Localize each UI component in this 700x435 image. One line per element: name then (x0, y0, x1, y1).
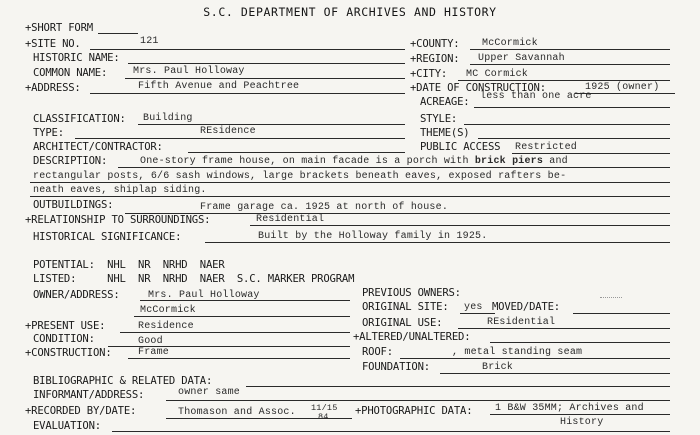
foundation-line (440, 373, 670, 374)
recorded-date-bottom: 84 (318, 412, 329, 422)
site-no-label: +SITE NO. (25, 38, 81, 50)
description-label: DESCRIPTION: (33, 155, 108, 167)
region-line (470, 64, 670, 65)
outbuildings-value: Frame garage ca. 1925 at north of house. (200, 202, 449, 213)
city-label: +CITY: (410, 68, 448, 80)
present-use-line (120, 332, 350, 333)
original-site-line (460, 313, 495, 314)
style-label: STYLE: (420, 113, 458, 125)
region-value: Upper Savannah (478, 53, 565, 64)
moved-date-line (573, 313, 670, 314)
altered-line (490, 342, 670, 343)
historic-name-line (128, 63, 405, 64)
relationship-line (250, 225, 670, 226)
public-access-label: PUBLIC ACCESS (420, 141, 501, 153)
informant-line (166, 400, 670, 401)
county-line (470, 49, 670, 50)
altered-label: +ALTERED/UNALTERED: (353, 331, 471, 343)
listed-row: LISTED: NHL NR NRHD NAER S.C. MARKER PROGRAM (33, 273, 355, 285)
construction-value: Frame (138, 347, 170, 358)
moved-date-label: MOVED/DATE: (492, 301, 560, 313)
site-no-line (90, 49, 405, 50)
evaluation-line (112, 431, 670, 432)
photographic-value-1: 1 B&W 35MM; Archives and (495, 403, 644, 414)
bibliographic-label: BIBLIOGRAPHIC & RELATED DATA: (33, 375, 213, 387)
original-site-label: ORIGINAL SITE: (362, 301, 449, 313)
common-name-line (125, 78, 405, 79)
construction-label: +CONSTRUCTION: (25, 347, 112, 359)
evaluation-label: EVALUATION: (33, 420, 101, 432)
recorded-by-line (166, 418, 352, 419)
owner-value-2: McCormick (140, 305, 196, 316)
city-line (458, 80, 670, 81)
themes-line (478, 138, 670, 139)
style-line (464, 124, 670, 125)
historical-significance-label: HISTORICAL SIGNIFICANCE: (33, 231, 182, 243)
description-rule-1 (118, 167, 670, 168)
owner-address-label: OWNER/ADDRESS: (33, 289, 120, 301)
historical-significance-line (205, 242, 670, 243)
foundation-label: FOUNDATION: (362, 361, 430, 373)
construction-line (128, 358, 350, 359)
public-access-line (512, 153, 670, 154)
roof-label: ROOF: (362, 346, 393, 358)
recorded-by-label: +RECORDED BY/DATE: (25, 405, 137, 417)
description-line-1: One-story frame house, on main facade is a porch with brick piers and (140, 156, 568, 167)
recorded-date-top: 11/15 (311, 403, 338, 413)
address-label: +ADDRESS: (25, 82, 81, 94)
type-label: TYPE: (33, 127, 64, 139)
owner-line-1 (140, 300, 350, 301)
roof-value: , metal standing seam (452, 347, 583, 358)
description-line-2: rectangular posts, 6/6 sash windows, large brackets beneath eaves, exposed rafters be- (33, 171, 567, 182)
informant-label: INFORMANT/ADDRESS: (33, 389, 145, 401)
page-title: S.C. DEPARTMENT OF ARCHIVES AND HISTORY (203, 5, 497, 19)
region-label: +REGION: (410, 53, 460, 65)
relationship-label: +RELATIONSHIP TO SURROUNDINGS: (25, 214, 211, 226)
date-construction-value: 1925 (owner) (585, 82, 660, 93)
scan-speck (600, 297, 622, 298)
city-value: MC Cormick (466, 69, 529, 80)
type-value: REsidence (200, 126, 256, 137)
recorded-by-value: Thomason and Assoc. (178, 407, 296, 418)
owner-line-2 (134, 316, 350, 317)
condition-label: CONDITION: (33, 333, 95, 345)
present-use-label: +PRESENT USE: (25, 320, 106, 332)
county-label: +COUNTY: (410, 38, 460, 50)
previous-owners-label: PREVIOUS OWNERS: (362, 287, 461, 299)
owner-value-1: Mrs. Paul Holloway (148, 290, 260, 301)
historical-significance-value: Built by the Holloway family in 1925. (258, 231, 488, 242)
site-no-value: 121 (140, 36, 159, 47)
county-value: McCormick (482, 38, 538, 49)
original-site-value: yes (464, 302, 483, 313)
public-access-value: Restricted (515, 142, 578, 153)
short-form-label: +SHORT FORM (25, 22, 93, 34)
roof-line (400, 358, 670, 359)
informant-value: owner same (178, 387, 241, 398)
description-line-3: neath eaves, shiplap siding. (33, 185, 207, 196)
type-line (75, 138, 405, 139)
potential-row: POTENTIAL: NHL NR NRHD NAER (33, 259, 225, 271)
relationship-value: Residential (256, 214, 325, 225)
bibliographic-line (246, 386, 670, 387)
architect-label: ARCHITECT/CONTRACTOR: (33, 141, 163, 153)
common-name-value: Mrs. Paul Holloway (133, 66, 245, 77)
date-construction-label: +DATE OF CONSTRUCTION: (410, 82, 546, 94)
acreage-line (474, 107, 670, 108)
condition-value: Good (138, 336, 163, 347)
foundation-value: Brick (482, 362, 514, 373)
acreage-value: less than one acre (480, 91, 592, 102)
architect-line (188, 152, 405, 153)
short-form-line (98, 33, 138, 34)
classification-line (138, 124, 405, 125)
original-use-label: ORIGINAL USE: (362, 317, 443, 329)
photographic-label: +PHOTOGRAPHIC DATA: (355, 405, 473, 417)
outbuildings-label: OUTBUILDINGS: (33, 199, 114, 211)
themes-label: THEME(S) (420, 127, 470, 139)
address-value: Fifth Avenue and Peachtree (138, 81, 300, 92)
original-use-line (458, 328, 670, 329)
address-line (90, 93, 405, 94)
photographic-line-1 (490, 414, 670, 415)
photographic-value-2: History (560, 417, 604, 428)
classification-label: CLASSIFICATION: (33, 113, 126, 125)
historic-name-label: HISTORIC NAME: (33, 52, 120, 64)
acreage-label: ACREAGE: (420, 96, 470, 108)
classification-value: Building (143, 113, 193, 124)
description-rule-3 (30, 196, 670, 197)
original-use-value: REsidential (487, 317, 556, 328)
present-use-value: Residence (138, 321, 194, 332)
common-name-label: COMMON NAME: (33, 67, 108, 79)
description-rule-2 (30, 182, 670, 183)
